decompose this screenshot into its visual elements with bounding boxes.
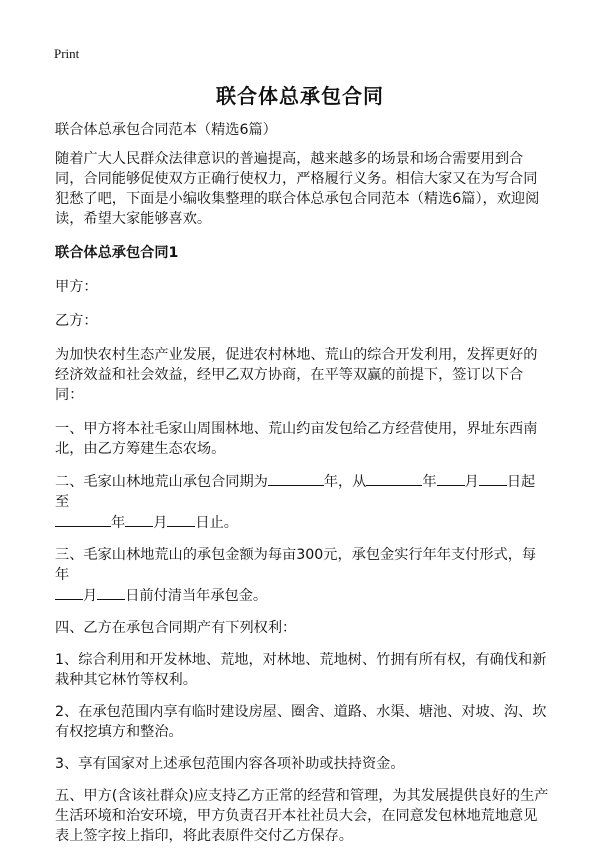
clause-2-text: 日止。 xyxy=(195,515,238,531)
clause-3 xyxy=(55,545,549,606)
clause-2-text: 日起至 xyxy=(55,474,536,510)
clause-2-text: 年 xyxy=(422,474,437,490)
document-body xyxy=(55,120,549,855)
clause-4: 四、乙方在承包合同期产有下列权利： xyxy=(55,620,297,636)
blank-field xyxy=(55,512,111,527)
preamble: 为加快农村生态产业发展，促进农村林地、荒山的综合开发利用，发挥更好的经济效益和社会效益，经甲乙双方协商，在平等双赢的前提下，签订以下合同： xyxy=(55,347,538,403)
clause-2 xyxy=(55,471,549,533)
right-1: 1、综合利用和开发林地、荒地，对林地、荒地树、竹拥有所有权，有确伐和新栽种其它林竹等权利。 xyxy=(55,652,547,688)
blank-field xyxy=(268,471,324,486)
blank-field xyxy=(97,585,125,600)
clause-2-text: 月 xyxy=(464,474,479,490)
clause-5: 五、甲方(含该社群众)应支持乙方正常的经营和管理，为其发展提供良好的生产生活环境和治安环境，甲方负责召开本社社员大会，在同意发包林地荒地意见表上签字按上指印，将此表原件交付乙方保存。 xyxy=(55,788,549,844)
blank-field xyxy=(366,471,422,486)
party-a: 甲方： xyxy=(55,279,98,295)
section-heading: 联合体总承包合同1 xyxy=(55,245,179,261)
subtitle: 联合体总承包合同范本（精选6篇） xyxy=(55,122,277,138)
clause-3-text: 日前付清当年承包金。 xyxy=(125,588,268,604)
right-3: 3、享有国家对上述承包范围内容各项补助或扶持资金。 xyxy=(55,756,405,772)
blank-field xyxy=(437,471,465,486)
right-2: 2、在承包范围内享有临时建设房屋、圈舍、道路、水渠、塘池、对坡、沟、坎有权挖填方和整治。 xyxy=(55,704,547,740)
intro-paragraph: 随着广大人民群众法律意识的普遍提高，越来越多的场景和场合需要用到合同，合同能够促使双方正确行使权力，严格履行义务。相信大家又在为写合同犯愁了吧，下面是小编收集整理的联合体总承包合同范本（精选6篇），欢迎阅读，希望大家能够喜欢。 xyxy=(55,151,540,227)
document-title: 联合体总承包合同 xyxy=(216,84,384,108)
blank-field xyxy=(479,471,507,486)
clause-2-text: 月 xyxy=(153,515,168,531)
clause-1: 一、甲方将本社毛家山周围林地、荒山约亩发包给乙方经营使用，界址东西南北，由乙方筹建生态农场。 xyxy=(55,421,538,457)
clause-2-text: 年，从 xyxy=(323,474,367,490)
blank-field xyxy=(55,585,83,600)
clause-2-text: 二、毛家山林地荒山承包合同期为 xyxy=(55,474,268,490)
clause-2-text: 年 xyxy=(111,515,126,531)
blank-field xyxy=(125,512,153,527)
print-link[interactable]: Print xyxy=(54,46,80,61)
blank-field xyxy=(167,512,195,527)
clause-3-text: 三、毛家山林地荒山的承包金额为每亩300元，承包金实行年年支付形式，每年 xyxy=(55,547,537,583)
clause-3-text: 月 xyxy=(83,588,98,604)
party-b: 乙方： xyxy=(55,313,98,329)
